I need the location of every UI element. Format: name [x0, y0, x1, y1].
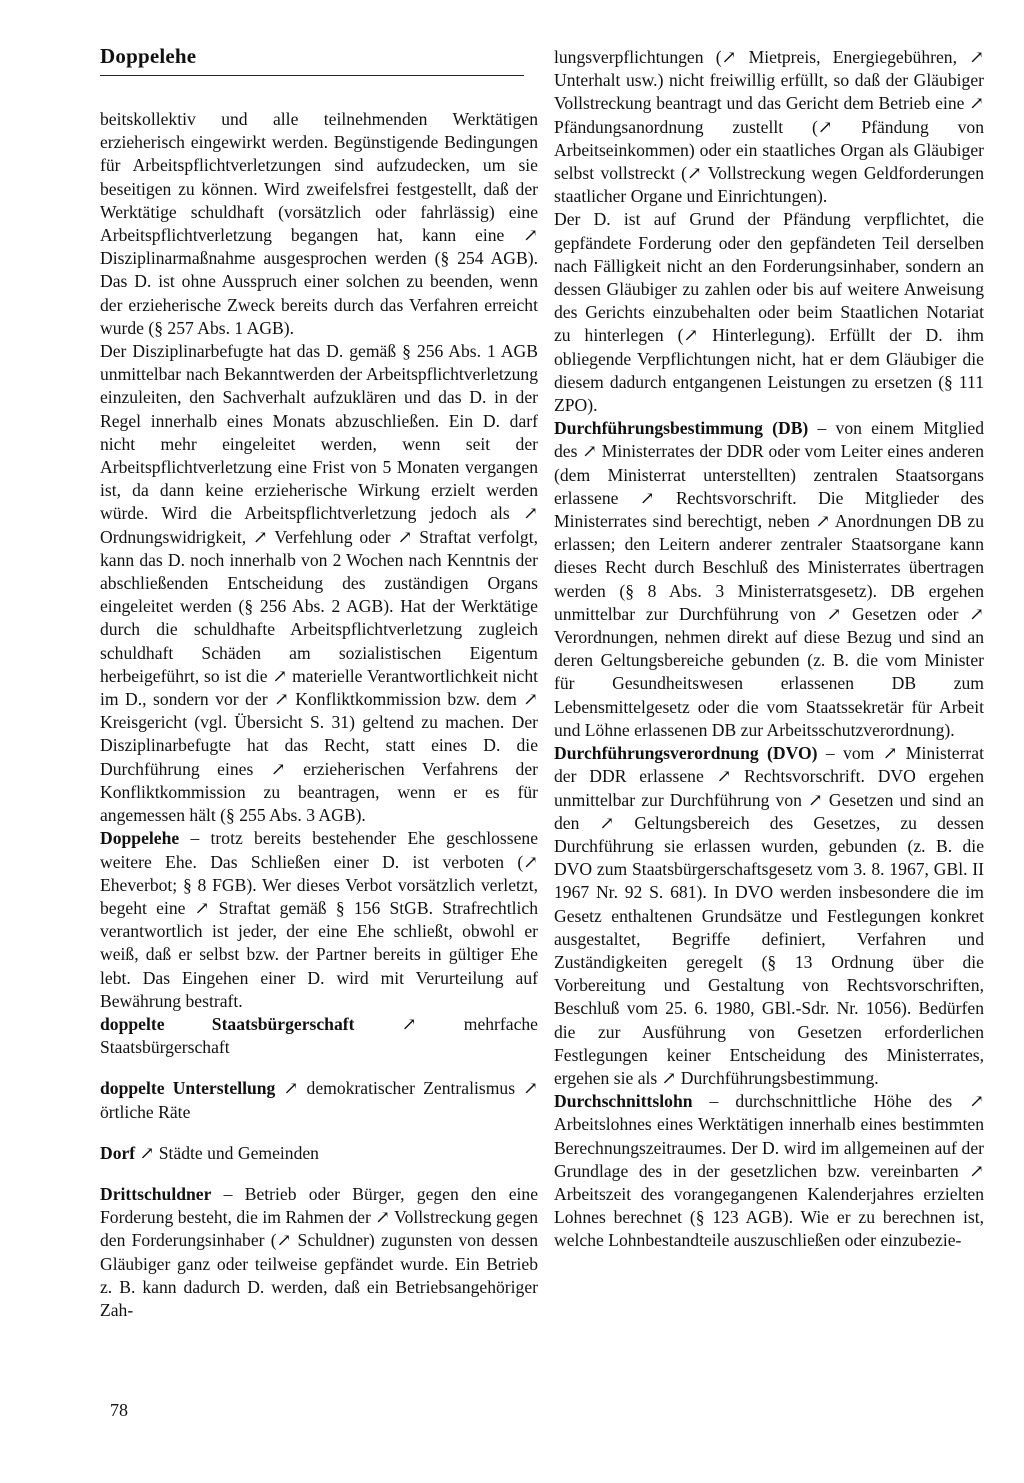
entry-term: Drittschuldner — [100, 1183, 212, 1204]
header-title: Doppelehe — [100, 44, 197, 68]
entry-term: doppelte Unterstellung — [100, 1078, 276, 1099]
entry-term: doppelte Staatsbürgerschaft — [100, 1013, 355, 1034]
entry-durchfuehrungsbestimmung — [554, 417, 984, 742]
entry-text: ↗ demokratischer Zentralismus ↗ örtliche Räte — [100, 1078, 538, 1122]
right-column — [554, 46, 984, 1253]
entry-term: Dorf — [100, 1142, 136, 1163]
entry-term: Durchschnittslohn — [554, 1091, 693, 1112]
left-column — [100, 108, 538, 1322]
entry-doppelte-staatsbuergerschaft — [100, 1013, 538, 1059]
entry-doppelte-unterstellung — [100, 1077, 538, 1123]
entry-term: Doppelehe — [100, 828, 180, 849]
paragraph: lungsverpflichtungen (↗ Mietpreis, Energiegebühren, ↗ Unterhalt usw.) nicht freiwillig erfüllt, so daß der Gläubiger Vollstreckung beantragt und das Gericht dem Betrieb eine ↗ Pfändungsanordnung zustellt (↗ Pfändung von Arbeitseinkommen) oder ein staatliches Organ als Gläubiger selbst vollstreckt (↗ Vollstreckung wegen Geldforderungen staatlicher Organe und Einrichtungen). — [554, 47, 984, 207]
entry-term: Durchführungsbestimmung (DB) — [554, 418, 809, 439]
entry-text: – durchschnittliche Höhe des ↗ Arbeitslohnes eines Werktätigen innerhalb eines bestimmten Berechnungszeitraumes. Der D. wird im allgemeinen auf der Grundlage des in der gesetzlichen bzw. vereinbarten ↗ Arbeitszeit des vorangegangenen Kalenderjahres erzielten Lohnes berechnet (§ 123 AGB). Wie er zu berechnen ist, welche Lohnbestandteile auszuschließen oder einzubezie- — [554, 1091, 984, 1251]
entry-text: – trotz bereits bestehender Ehe geschlossene weitere Ehe. Das Schließen einer D. ist verboten (↗ Eheverbot; § 8 FGB). Wer dieses Verbot vorsätzlich verletzt, begeht eine ↗ Straftat gemäß § 156 StGB. Strafrechtlich verantwortlich ist jeder, der eine Ehe schließt, obwohl er weiß, daß er selbst bzw. der Partner bereits in gültiger Ehe lebt. Das Eingehen einer D. wird mit Verurteilung auf Bewährung bestraft. — [100, 828, 538, 1011]
paragraph: beitskollektiv und alle teilnehmenden Werktätigen erzieherisch eingewirkt werden. Begünstigende Bedingungen für Arbeitspflichtverletzungen sind aufzudecken, um sie beseitigen zu können. Wird zweifelsfrei festgestellt, daß der Werktätige schuldhaft (vorsätzlich oder fahrlässig) eine Arbeitspflichtverletzung begangen hat, kann eine ↗ Disziplinarmaßnahme ausgesprochen werden (§ 254 AGB). Das D. ist ohne Ausspruch einer solchen zu beenden, wenn der erzieherische Zweck bereits durch das Verfahren erreicht wurde (§ 257 Abs. 1 AGB). — [100, 109, 538, 338]
entry-text: ↗ mehrfache Staatsbürgerschaft — [100, 1013, 538, 1058]
paragraph: Der D. ist auf Grund der Pfändung verpflichtet, die gepfändete Forderung oder den gepfändeten Teil derselben nach Fälligkeit nicht an den Forderungsinhaber, sondern an dessen Gläubiger zu zahlen oder bis auf weitere Anweisung des Gerichts einzubehalten oder beim Staatlichen Notariat zu hinterlegen (↗ Hinterlegung). Erfüllt der D. ihm obliegende Verpflichtungen nicht, hat er dem Gläubiger die diesem dadurch entgangenen Leistungen zu ersetzen (§ 111 ZPO). — [554, 209, 984, 416]
entry-durchschnittslohn — [554, 1090, 984, 1252]
page-number: 78 — [110, 1400, 128, 1420]
paragraph: Der Disziplinarbefugte hat das D. gemäß § 256 Abs. 1 AGB unmittelbar nach Bekanntwerden der Arbeitspflichtverletzung einzuleiten, den Sachverhalt aufzuklären und das D. in der Regel innerhalb eines Monats abzuschließen. Ein D. darf nicht mehr eingeleitet werden, wenn seit der Arbeitspflichtverletzung eine Frist von 5 Monaten vergangen ist, da dann keine erzieherische Wirkung erzielt werden würde. Wird die Arbeitspflichtverletzung jedoch als ↗ Ordnungswidrigkeit, ↗ Verfehlung oder ↗ Straftat verfolgt, kann das D. noch innerhalb von 2 Wochen nach Kenntnis der abschließenden Entscheidung des zuständigen Organs eingeleitet werden (§ 256 Abs. 2 AGB). Hat der Werktätige durch die schuldhafte Arbeitspflichtverletzung zugleich schuldhaft Schäden am sozialistischen Eigentum herbeigeführt, so ist die ↗ materielle Verantwortlichkeit nicht im D., sondern vor der ↗ Konfliktkommission bzw. dem ↗ Kreisgericht (vgl. Übersicht S. 31) geltend zu machen. Der Disziplinarbefugte hat das Recht, statt eines D. die Durchführung eines ↗ erzieherischen Verfahrens der Konfliktkommission zu beantragen, wenn er es für angemessen hält (§ 255 Abs. 3 AGB). — [100, 341, 538, 826]
entry-dorf — [100, 1142, 538, 1165]
entry-doppelehe — [100, 827, 538, 1013]
entry-text: – Betrieb oder Bürger, gegen den eine Forderung besteht, die im Rahmen der ↗ Vollstreckung gegen den Forderungsinhaber (↗ Schuldner) zugunsten von dessen Gläubiger ganz oder teilweise gepfändet wurde. Ein Betrieb z. B. kann dadurch D. werden, daß ein Betriebsangehöriger Zah- — [100, 1183, 538, 1320]
entry-text: ↗ Städte und Gemeinden — [135, 1142, 319, 1163]
running-header — [100, 44, 524, 76]
entry-text: – vom ↗ Ministerrat der DDR erlassene ↗ Rechtsvorschrift. DVO ergehen unmittelbar zur Durchführung von ↗ Gesetzen und sind an den ↗ Geltungsbereich des Gesetzes, zu dessen Durchführung sie erlassen wurden, gebunden (z. B. die DVO zum Staatsbürgerschaftsgesetz vom 3. 8. 1967, GBl. II 1967 Nr. 92 S. 681). In DVO werden insbesondere die im Gesetz enthaltenen Grundsätze und Festlegungen konkret ausgestaltet, Begriffe definiert, Verfahren und Zuständigkeiten geregelt (§ 13 Ordnung über die Vorbereitung und Gestaltung von Rechtsvorschriften, Beschluß vom 25. 6. 1980, GBl.-Sdr. Nr. 1056). Bedürfen die zur Ausführung von Gesetzen erforderlichen Festlegungen keiner Entscheidung des Ministerrates, ergehen sie als ↗ Durchführungsbestimmung. — [554, 743, 984, 1088]
entry-drittschuldner — [100, 1183, 538, 1322]
entry-durchfuehrungsverordnung — [554, 742, 984, 1090]
entry-text: – von einem Mitglied des ↗ Ministerrates der DDR oder vom Leiter eines anderen (dem Ministerrat unterstellten) zentralen Staatsorgans erlassene ↗ Rechtsvorschrift. Die Mitglieder des Ministerrates sind berechtigt, neben ↗ Anordnungen DB zu erlassen; den Leitern anderer zentraler Staatsorgane kann dieses Recht durch Beschluß des Ministerrates übertragen werden (§ 8 Abs. 3 Ministerratsgesetz). DB ergehen unmittelbar zur Durchführung von ↗ Gesetzen oder ↗ Verordnungen, nehmen direkt auf diese Bezug und sind an deren Geltungsbereiche gebunden (z. B. die vom Minister für Gesundheitswesen erlassenen DB zum Lebensmittelgesetz oder die vom Staatssekretär für Arbeit und Löhne erlassenen DB zur Arbeitsschutzverordnung). — [554, 418, 985, 740]
entry-term: Durchführungsverordnung (DVO) — [554, 743, 818, 764]
